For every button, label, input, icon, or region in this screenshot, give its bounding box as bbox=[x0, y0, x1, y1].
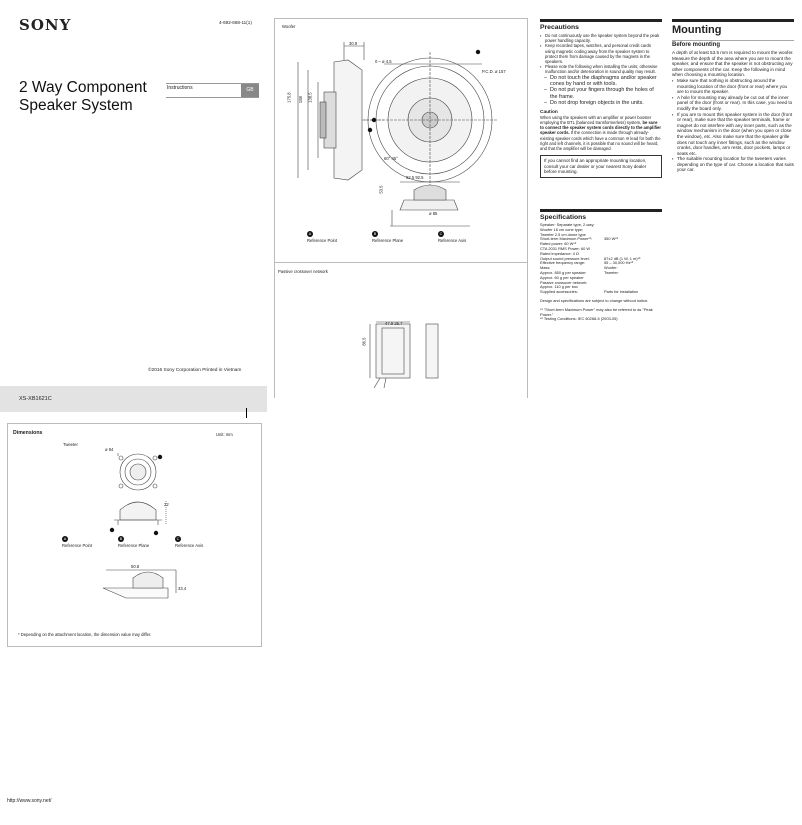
woofer-legend-reference-axis: Reference Axis bbox=[438, 238, 467, 243]
dim-legend bbox=[61, 537, 241, 551]
title-line-1: 2 Way Component bbox=[19, 79, 147, 96]
precaution-bullet-1: ▪ Do not continuously use the speaker system beyond the peak power handling capacity. bbox=[540, 33, 662, 43]
spec-footnote-2: *² Testing Conditions: IEC 60268-5 (2003-05) bbox=[540, 316, 618, 322]
website: http://www.sony.net/ bbox=[7, 798, 52, 804]
spec-row: Effective frequency range: 55 – 30,000 Hz*³ bbox=[540, 260, 634, 266]
spec-row: Short-term Maximum Power*¹: 350 W*² bbox=[540, 236, 619, 242]
caution-text-b: If the connection is made through already-existing speaker cords which have a common ⊖ lead for both the right and left channels, it is possible that no sound will be heard, and that the amplifier will be damaged. bbox=[540, 130, 661, 152]
dim-legend-reference-axis: Reference Axis bbox=[175, 543, 204, 548]
tweeter-mount-outline bbox=[103, 588, 168, 598]
mounting-advice-box: If you cannot find an appropriate mounting location, consult your car dealer or your nearest Sony dealer before mounting. bbox=[540, 155, 662, 178]
caution-title: Caution bbox=[540, 109, 558, 115]
woofer-label: Woofer bbox=[282, 24, 296, 29]
woofer-mark-b bbox=[372, 118, 376, 122]
precaution-dash-3: – Do not drop foreign objects in the units. bbox=[540, 100, 662, 106]
unit-label: Unit: mm bbox=[216, 432, 233, 437]
tweeter-mark-c bbox=[158, 455, 162, 459]
mounting-subtitle: Before mounting bbox=[672, 40, 794, 48]
spec-row: Approx. 110 g per box bbox=[540, 284, 578, 290]
dim-legend-mark-b: B bbox=[119, 537, 123, 541]
tweeter-dim-diameter: ø 94 bbox=[105, 447, 114, 452]
woofer-dim-5: 158 bbox=[297, 96, 303, 104]
spec-footnote-1: *¹ "Short-term Maximum Power" may also be referred to as "Peak Power." bbox=[540, 306, 653, 317]
woofer-side-outline bbox=[334, 60, 362, 180]
tweeter-dim-depth: 33.4 bbox=[178, 586, 187, 591]
tweeter-dim-height: 22 bbox=[164, 502, 169, 507]
spec-line-3: Tweeter 2.5 cm dome type bbox=[540, 231, 586, 237]
woofer-mark-a bbox=[368, 128, 372, 132]
tweeter-mark-b bbox=[154, 531, 158, 535]
cut-mark bbox=[246, 408, 247, 418]
woofer-dim-2: 0 – ø 4.5 bbox=[375, 59, 392, 64]
tweeter-side-outline bbox=[120, 502, 156, 520]
woofer-dim-6: 138.5 bbox=[307, 92, 313, 103]
mounting-bullet-1: ▪ Make sure that nothing is obstructing around the mounting location of the door (front or rear) where you are to mount the speaker. bbox=[672, 78, 794, 95]
dimensions-panel bbox=[7, 423, 262, 647]
mounting-section bbox=[672, 19, 794, 173]
woofer-dim-4: 175.8 bbox=[286, 92, 292, 103]
caution-text-a: When using the speakers with an amplifier or power booster employing the BTL (balanced transformerless) system, bbox=[540, 114, 652, 126]
dim-legend-reference-plane: Reference Plane bbox=[118, 543, 150, 548]
dimensions-footnote: * Depending on the attachment location, the dimension value may differ. bbox=[18, 632, 152, 637]
title-line-2: Speaker System bbox=[19, 97, 133, 114]
precautions-title: Precautions bbox=[540, 24, 579, 31]
mounting-bullet-4: ▪ The suitable mounting location for the tweeters varies depending on the type of car. Choose a location that suits your car. bbox=[672, 156, 794, 173]
spec-note: Design and specifications are subject to change without notice. bbox=[540, 297, 649, 303]
woofer-legend-mark-c: C bbox=[439, 232, 443, 236]
doc-code: 4-692-688-11(1) bbox=[219, 20, 252, 25]
mounting-bullet-2: ▪ A hole for mounting may already be cut out of the inner panel of the door (front or rear). In this case, you need to modify the board only. bbox=[672, 95, 794, 112]
woofer-dim-8: 92.5 92.5 bbox=[406, 175, 424, 180]
crossover-drawing bbox=[274, 280, 528, 390]
page-title bbox=[19, 79, 147, 115]
precaution-bullet-2: ▪ Keep recorded tapes, watches, and personal credit cards using magnetic coding away from the speaker system to protect them from damage caused by the magnets in the speakers. bbox=[540, 43, 662, 64]
woofer-legend-mark-b: B bbox=[373, 232, 377, 236]
precaution-dash-2: – Do not put your fingers through the holes of the frame. bbox=[540, 87, 662, 100]
spec-row: Rated impedance: 4 Ω bbox=[540, 250, 579, 256]
model-bar bbox=[0, 386, 267, 412]
spec-row: CTA 2031 RMS Power: 60 W bbox=[540, 245, 591, 251]
mounting-intro: A depth of at least 53.5 mm is required to mount the woofer. Measure the depth of the area where you are to mount the speaker, and ensure that the speaker is not obstructing any other components of the car. Keep the following in mind when choosing a mounting location. bbox=[672, 50, 794, 78]
caution-text-bold: be sure to connect the speaker system cords directly to the amplifier speaker cords. bbox=[540, 120, 662, 136]
woofer-mark-c bbox=[476, 50, 480, 54]
spec-row: Mass: Woofer: bbox=[540, 265, 618, 271]
woofer-legend-reference-point: Reference Point bbox=[307, 238, 338, 243]
tweeter-label: Tweeter bbox=[63, 442, 78, 447]
model-number: XS-XB1621C bbox=[19, 396, 52, 402]
precautions-section bbox=[540, 19, 662, 178]
dim-legend-mark-a: A bbox=[63, 537, 67, 541]
woofer-drawing bbox=[274, 30, 528, 240]
spec-row: Approx. 60 g per speaker bbox=[540, 274, 584, 280]
woofer-dim-7: 60° 45° bbox=[384, 156, 398, 161]
woofer-dim-3: P.C.D. ø 157 bbox=[482, 69, 506, 74]
spec-row: Rated power: 60 W*² bbox=[540, 241, 577, 247]
precaution-dash-1: – Do not touch the diaphragms and/or speaker cones by hand or with tools. bbox=[540, 75, 662, 88]
woofer-legend-mark-a: A bbox=[308, 232, 312, 236]
caution-text bbox=[540, 115, 662, 151]
woofer-dim-10: ø 85 bbox=[429, 211, 438, 216]
spec-line-2: Woofer 16 cm cone type; bbox=[540, 226, 584, 232]
crossover-dim-width: 47.9 25.7 bbox=[385, 321, 403, 326]
woofer-dim-9: 53.5 bbox=[378, 185, 384, 194]
spec-row: Output sound pressure level: 87±2 dB (1 W, 1 m)*³ bbox=[540, 255, 641, 261]
mounting-bullet-3: ▪ If you are to mount this speaker system in the door (front or rear), make sure that the speaker terminals, frame or magnet do not interfere with any inner parts, such as the window mechanism in the door (when you open or close the window), etc. Also make sure that the speaker grille does not touch any inner fittings, such as the window cranks, door handles, arm rests, door pockets, lamps or seats etc. bbox=[672, 112, 794, 157]
instructions-label: Instructions bbox=[167, 85, 193, 91]
dim-legend-mark-c: C bbox=[176, 537, 180, 541]
dim-legend-reference-point: Reference Point bbox=[62, 543, 93, 548]
woofer-legend-reference-plane: Reference Plane bbox=[372, 238, 404, 243]
sony-logo: SONY bbox=[19, 16, 72, 34]
woofer-legend bbox=[307, 231, 507, 245]
copyright: ©2016 Sony Corporation Printed in Vietnam bbox=[148, 368, 242, 373]
spec-row: Approx. 850 g per speaker Tweeter: bbox=[540, 269, 619, 275]
dimensions-title: Dimensions bbox=[13, 430, 43, 436]
crossover-box-front bbox=[376, 324, 410, 378]
crossover-dim-height: 86.5 bbox=[361, 337, 367, 346]
mounting-title: Mounting bbox=[672, 24, 722, 36]
specifications-section bbox=[540, 209, 662, 322]
spec-row: Supplied accessories: Parts for installation bbox=[540, 289, 639, 295]
instructions-bar bbox=[166, 83, 259, 98]
crossover-label: Passive crossover network bbox=[278, 269, 328, 274]
spec-row: Passive crossover network: bbox=[540, 279, 588, 285]
tweeter-mark-a bbox=[110, 528, 114, 532]
woofer-dim-1: 30.9 bbox=[349, 41, 358, 46]
tweeter-dim-width: 50.8 bbox=[131, 564, 140, 569]
crossover-box-side bbox=[426, 324, 438, 378]
language-badge: GB bbox=[241, 84, 259, 97]
specifications-title: Specifications bbox=[540, 214, 587, 221]
spec-line-1: Speaker: Separate type, 2-way; bbox=[540, 222, 595, 227]
precaution-bullet-3: ▪ Please note the following when installing the units; otherwise malfunction and/or deterioration in sound quality may result. bbox=[540, 64, 662, 74]
